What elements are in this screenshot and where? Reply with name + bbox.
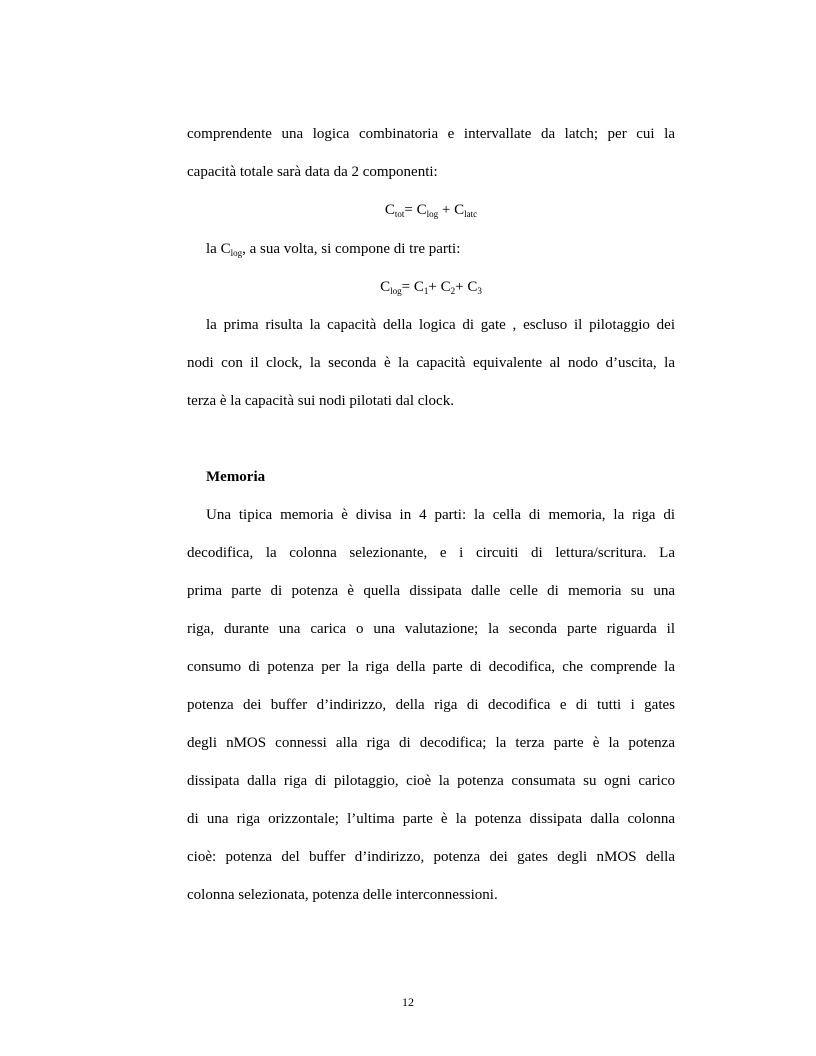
paragraph-line: potenza dei buffer d’indirizzo, della riga di decodifica e di tutti i gates <box>187 697 675 713</box>
paragraph-line: consumo di potenza per la riga della parte di decodifica, che comprende la <box>187 659 675 675</box>
paragraph-line: la prima risulta la capacità della logica di gate , escluso il pilotaggio dei <box>206 317 675 333</box>
paragraph-line: colonna selezionata, potenza delle interconnessioni. <box>187 887 498 903</box>
page-number: 12 <box>402 995 414 1009</box>
formula-clog: $C_{log}= C_1+ C_2+ C_3$ <box>380 279 482 296</box>
paragraph-line: Una tipica memoria è divisa in 4 parti: la cella di memoria, la riga di <box>206 507 675 523</box>
paragraph-line: nodi con il clock, la seconda è la capacità equivalente al nodo d’uscita, la <box>187 355 675 371</box>
paragraph-line: degli nMOS connessi alla riga di decodifica; la terza parte è la potenza <box>187 735 675 751</box>
paragraph-line: decodifica, la colonna selezionante, e i circuiti di lettura/scritura. La <box>187 545 675 561</box>
paragraph-line: la $C_{log}$, a sua volta, si compone di tre parti: <box>206 241 461 258</box>
paragraph-line: cioè: potenza del buffer d’indirizzo, potenza dei gates degli nMOS della <box>187 849 675 865</box>
formula-ctot: $C_{tot}= C_{log} + C_{latc}$ <box>384 202 478 219</box>
paragraph-line: capacità totale sarà data da 2 componenti: <box>187 164 438 180</box>
paragraph-line: di una riga orizzontale; l’ultima parte è la potenza dissipata dalla colonna <box>187 811 675 827</box>
paragraph-line: comprendente una logica combinatoria e intervallate da latch; per cui la <box>187 126 675 142</box>
paragraph-line: dissipata dalla riga di pilotaggio, cioè la potenza consumata su ogni carico <box>187 773 675 789</box>
paragraph-line: riga, durante una carica o una valutazione; la seconda parte riguarda il <box>187 621 675 637</box>
paragraph-line: terza è la capacità sui nodi pilotati dal clock. <box>187 393 454 409</box>
section-heading: Memoria <box>206 469 266 485</box>
paragraph-line: prima parte di potenza è quella dissipata dalle celle di memoria su una <box>187 583 675 599</box>
